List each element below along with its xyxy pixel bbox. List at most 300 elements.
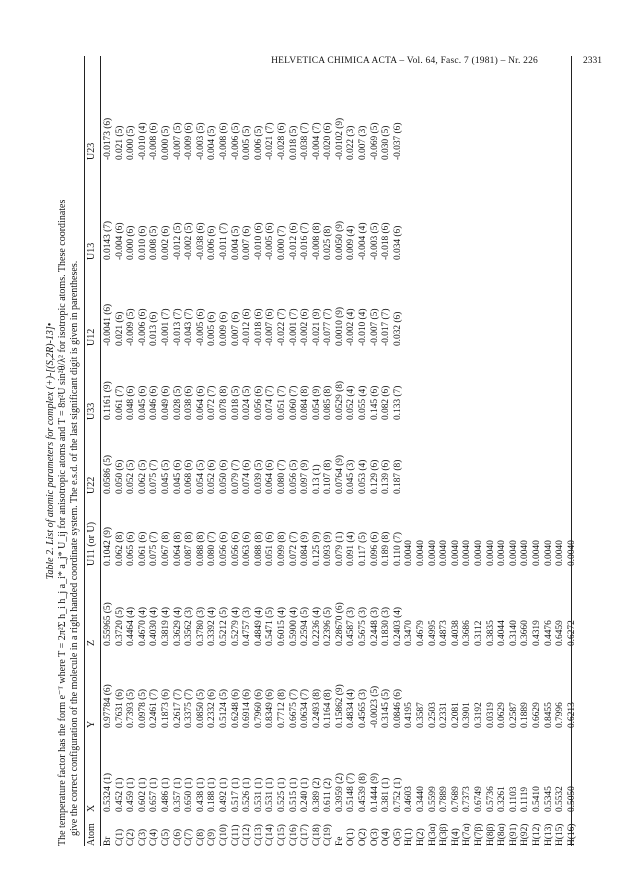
table-cell: 0.3562 (3) [184,606,195,646]
table-cell: 0.3375 (7) [184,688,195,728]
column-header: U33 [86,402,97,420]
table-cell: -0.012 (6) [242,308,253,346]
table-cell: 0.051 (6) [265,531,276,566]
column-header: U23 [86,142,97,160]
table-cell: 0.5532 [555,786,566,812]
table-row [231,56,243,846]
table-cell: -0.0102 (9) [334,117,345,160]
table-cell: 0.4464 (4) [126,606,137,646]
table-cell: 0.0040 [439,540,450,566]
table-row [393,56,405,846]
table-cell: 0.0040 [427,540,438,566]
table-cell: -0.011 (7) [218,222,229,260]
table-cell: 0.2236 (4) [311,606,322,646]
table-cell: -0.018 (6) [381,222,392,260]
table-cell: 0.3720 (5) [114,606,125,646]
table-cell: 0.2331 [439,702,450,728]
column-header: X [86,804,97,812]
table-cell: 0.7393 (5) [126,688,137,728]
table-cell: 0.004 (5) [207,125,218,160]
table-row [439,56,451,846]
table-cell: 0.2617 (7) [172,688,183,728]
table-cell: 0.7373 [462,786,473,812]
atom-label: H(16) [566,823,577,846]
table-cell: -0.037 (6) [392,122,403,160]
table-cell: -0.001 (7) [288,308,299,346]
table-cell: 0.752 (1) [392,777,403,812]
table-cell: 0.0143 (7) [103,220,113,260]
table-cell: -0.020 (6) [323,122,334,160]
table-cell: 0.0040 [450,540,461,566]
table-cell: 0.000 (7) [276,225,287,260]
table-cell: 0.2403 (4) [392,606,403,646]
table-top-rule [84,56,85,846]
atom-label: H(4) [450,828,461,846]
table-cell: -0.007 (6) [265,308,276,346]
table-cell: 0.050 (6) [114,459,125,494]
table-cell: 0.2448 (3) [369,606,380,646]
table-cell: 0.1830 (3) [381,606,392,646]
journal-running-head: HELVETICA CHIMICA ACTA – Vol. 64, Fasc. 7 (1981) – Nr. 226 [271,56,538,66]
table-cell: 0.4195 [404,702,415,728]
table-cell: 0.056 (5) [288,459,299,494]
table-cell: -0.012 (6) [288,222,299,260]
table-cell: -0.005 (6) [195,308,206,346]
table-cell: 0.0629 [497,702,508,728]
atom-label: H(7α) [462,823,473,846]
table-row [277,56,289,846]
table-cell: -0.002 (6) [300,308,311,346]
table-cell: 0.084 (9) [300,531,311,566]
table-cell: 0.240 (1) [300,777,311,812]
table-cell: -0.005 (6) [265,222,276,260]
table-cell: 0.0529 (8) [334,380,345,420]
table-cell: 0.028 (5) [172,385,183,420]
table-cell: 0.082 (6) [381,385,392,420]
table-cell: 0.0040 [531,540,542,566]
table-cell: 0.045 (6) [137,385,148,420]
table-cell: 0.3629 (4) [172,606,183,646]
table-cell: 0.3140 [508,620,519,646]
table-row [567,56,579,846]
table-cell: 0.088 (8) [195,531,206,566]
table-cell: 0.046 (6) [149,385,160,420]
atom-label: O(5) [392,828,403,846]
table-cell: -0.008 (6) [149,122,160,160]
table-cell: 0.139 (6) [381,459,392,494]
table-bottom-rule [571,56,572,846]
table-cell: 0.5900 (4) [288,606,299,646]
table-cell: 0.007 (3) [358,125,369,160]
table-cell: 0.064 (8) [172,531,183,566]
atom-label: H(92) [520,823,531,846]
table-row [532,56,544,846]
table-cell: 0.3959 (2) [334,772,345,812]
table-cell: 0.2493 (8) [311,688,322,728]
table-cell: 0.4834 (4) [346,688,357,728]
table-cell: 0.007 (6) [230,311,241,346]
table-cell: 0.2461 (7) [149,688,160,728]
table-cell: 0.000 (5) [160,125,171,160]
atom-label: H(12) [531,823,542,846]
table-row [323,56,335,846]
table-row [474,56,486,846]
column-header: U11 (or U) [86,521,97,566]
table-cell: -0.002 (5) [184,222,195,260]
table-cell: -0.004 (6) [114,222,125,260]
table-cell: 0.045 (5) [160,459,171,494]
table-cell: 0.55965 (5) [103,602,113,646]
table-cell: -0.0041 (6) [103,303,113,346]
table-row [358,56,370,846]
atom-label: C(3) [137,828,148,846]
table-cell: 0.051 (7) [276,385,287,420]
table-cell: 0.062 (8) [114,531,125,566]
table-cell: 0.050 (6) [218,459,229,494]
table-cell: 0.024 (5) [242,385,253,420]
table-cell: -0.028 (6) [276,122,287,160]
table-cell: 0.5471 (5) [265,606,276,646]
table-cell: 0.0040 [543,540,554,566]
table-row [520,56,532,846]
table-cell: 0.531 (1) [253,777,264,812]
table-cell: 0.6629 [531,702,542,728]
table-cell: 0.054 (9) [311,385,322,420]
table-cell: 0.188 (1) [207,777,218,812]
table-cell: 0.088 (8) [253,531,264,566]
table-cell: 0.074 (6) [242,459,253,494]
table-cell: 0.3261 [497,786,508,812]
table-cell: 0.6015 (4) [276,606,287,646]
table-cell: 0.4757 (3) [242,606,253,646]
table-cell: 0.096 (6) [369,531,380,566]
table-row [416,56,428,846]
table-cell: 0.5324 (1) [103,772,113,812]
table-cell: 0.6248 (6) [230,688,241,728]
table-cell: 0.6914 (6) [242,688,253,728]
table-cell: 0.0040 [520,540,531,566]
table-cell: 0.4679 [416,620,427,646]
table-cell: -0.006 (6) [137,308,148,346]
table-row [115,56,127,846]
table-cell: -0.021 (7) [265,122,276,160]
table-cell: 0.531 (1) [265,777,276,812]
table-cell: 0.1444 (9) [369,772,380,812]
table-cell: 0.1873 (6) [160,688,171,728]
table-row [196,56,208,846]
table-cell: 0.526 (1) [242,777,253,812]
atom-label: O(3) [369,828,380,846]
table-cell: -0.0023 (5) [369,685,380,728]
table-cell: 0.025 (8) [323,225,334,260]
table-cell: 0.1119 [520,786,531,812]
table-cell: 0.0050 (9) [334,220,345,260]
table-cell: 0.5148 (7) [346,772,357,812]
table-row [173,56,185,846]
table-cell: 0.3470 [404,620,415,646]
atom-label: C(11) [230,824,241,846]
table-cell: 0.009 (4) [346,225,357,260]
table-cell: 0.004 (5) [230,225,241,260]
table-row [486,56,498,846]
table-cell: 0.7712 (8) [276,688,287,728]
table-cell: -0.016 (7) [300,222,311,260]
table-cell: 0.3780 (3) [195,606,206,646]
table-cell: -0.003 (5) [195,122,206,160]
table-cell: 0.4603 [404,786,415,812]
table-cell: 0.517 (1) [230,777,241,812]
atom-label: H(91) [508,823,519,846]
table-cell: -0.022 (7) [276,308,287,346]
table-cell: 0.072 (7) [288,531,299,566]
atom-label: O(2) [358,828,369,846]
table-cell: -0.002 (4) [346,308,357,346]
table-cell: 0.3192 [474,702,484,728]
table-cell: 0.4849 (4) [253,606,264,646]
table-cell: 0.075 (7) [149,459,160,494]
table-cell: 0.056 (6) [253,385,264,420]
table-row [242,56,254,846]
atom-label: H(2) [416,828,427,846]
table-cell: 0.061 (7) [114,385,125,420]
table-cell: 0.075 (7) [149,531,160,566]
table-cell: 0.039 (5) [253,459,264,494]
table-cell: 0.064 (6) [265,459,276,494]
table-cell: 0.133 (7) [392,385,403,420]
atom-label: C(9) [207,828,218,846]
table-cell: 0.3686 [462,620,473,646]
table-cell: 0.4539 (8) [358,772,369,812]
table-cell: 0.009 (6) [218,311,229,346]
table-cell: -0.077 (7) [323,308,334,346]
table-cell: 0.087 (8) [184,531,195,566]
atom-label: C(1) [114,828,125,846]
table-cell: 0.068 (6) [184,459,195,494]
table-cell: 0.074 (7) [265,385,276,420]
table-cell: 0.4044 [497,620,508,646]
table-row [103,56,115,846]
atom-label: C(17) [300,824,311,846]
table-cell: -0.0173 (6) [103,117,113,160]
table-cell: 0.4030 (4) [149,606,160,646]
atom-label: C(12) [242,824,253,846]
table-cell: -0.018 (6) [253,308,264,346]
table-cell: 0.8455 [543,702,554,728]
table-cell: 0.1164 (8) [323,689,334,728]
table-cell: 0.13 (1) [311,464,322,494]
table-cell: 0.381 (1) [381,777,392,812]
table-cell: 0.084 (8) [300,385,311,420]
table-cell: 0.097 (9) [300,459,311,494]
atom-label: C(2) [126,828,137,846]
atom-label: H(3α) [427,823,438,846]
table-cell: 0.1161 (9) [103,381,113,420]
table-title: Table 2. List of atomic parameters for complex (+)-[(S,2R)-13]• [45,322,56,580]
atom-label: C(16) [288,824,299,846]
table-row [184,56,196,846]
atom-label: O(4) [381,828,392,846]
table-cell: 0.0586 (5) [103,454,113,494]
atom-label: H(8β) [485,823,496,846]
table-cell: 0.129 (6) [369,459,380,494]
table-cell: -0.003 (5) [369,222,380,260]
table-cell: 0.0850 (5) [195,688,206,728]
table-cell: 0.0634 (7) [300,688,311,728]
table-cell: 0.0040 [508,540,519,566]
table-cell: 0.2332 (6) [207,688,218,728]
table-cell: 0.0040 [485,540,496,566]
atom-label: C(7) [184,828,195,846]
table-cell: 0.080 (7) [207,531,218,566]
table-cell: 0.3835 [485,620,496,646]
table-cell: 0.4038 [450,620,461,646]
table-cell: 0.002 (6) [160,225,171,260]
table-cell: 0.7631 (6) [114,688,125,728]
table-cell: 0.1889 [520,702,531,728]
atom-label: O(1) [346,828,357,846]
table-cell: 0.0040 [497,540,508,566]
atom-label: C(19) [323,824,334,846]
table-cell: 0.657 (1) [149,777,160,812]
table-cell: 0.110 (7) [392,531,403,566]
table-cell: -0.009 (5) [126,308,137,346]
table-cell: -0.006 (5) [230,122,241,160]
table-cell: 0.2081 [450,702,461,728]
table-cell: 0.062 (5) [137,459,148,494]
table-cell: -0.004 (7) [311,122,322,160]
atom-label: H(13) [543,823,554,846]
column-header: U12 [86,328,97,346]
table-cell: 0.438 (1) [195,777,206,812]
table-cell: 0.7889 [439,786,450,812]
table-cell: 0.6272 [566,620,577,646]
table-row [544,56,556,846]
atom-label: Br [103,836,113,846]
table-cell: 0.7689 [450,786,461,812]
table-cell: 0.525 (1) [276,777,287,812]
table-cell: 0.515 (1) [288,777,299,812]
table-cell: -0.010 (6) [253,222,264,260]
rotated-table-block [45,46,575,846]
table-cell: 0.085 (8) [323,385,334,420]
table-cell: 0.079 (7) [230,459,241,494]
table-cell: 0.0846 (6) [392,688,403,728]
table-row [312,56,324,846]
table-cell: -0.021 (9) [311,308,322,346]
column-header: Y [86,720,97,728]
table-cell: 0.0040 [555,540,566,566]
table-cell: 0.8349 (6) [265,688,276,728]
atom-label: C(13) [253,824,264,846]
table-column-headers [86,56,99,846]
table-cell: 0.6213 [566,702,577,728]
table-row [346,56,358,846]
table-cell: 0.5050 [566,786,577,812]
table-header-rule [100,56,101,846]
table-cell: 0.602 (1) [137,777,148,812]
table-cell: 0.3819 (4) [160,606,171,646]
table-cell: 0.5410 [531,786,542,812]
table-cell: 0.010 (6) [137,225,148,260]
table-cell: 0.4476 [543,620,554,646]
atom-label: C(10) [218,824,229,846]
table-cell: 0.052 (5) [126,459,137,494]
atom-label: C(4) [149,828,160,846]
atom-label: H(1) [404,828,415,846]
table-cell: 0.038 (6) [184,385,195,420]
table-cell: 0.0319 [485,702,496,728]
table-cell: 0.486 (1) [160,777,171,812]
table-row [207,56,219,846]
table-cell: -0.017 (7) [381,308,392,346]
table-cell: 0.2594 (5) [300,606,311,646]
table-cell: 0.117 (5) [358,531,369,566]
table-cell: 0.005 (5) [242,125,253,160]
table-cell: 0.189 (8) [381,531,392,566]
table-cell: 0.021 (6) [114,311,125,346]
table-cell: 0.357 (1) [172,777,183,812]
table-cell: 0.15862 (9) [334,684,345,728]
table-row [335,56,347,846]
table-row [381,56,393,846]
table-cell: 0.080 (7) [276,459,287,494]
table-cell: 0.061 (6) [137,531,148,566]
table-row [451,56,463,846]
table-row [126,56,138,846]
table-cell: 0.5736 [485,786,496,812]
table-cell: -0.069 (5) [369,122,380,160]
table-row [149,56,161,846]
atom-label: H(8α) [497,823,508,846]
table-caption-line-1: The temperature factor has the form e⁻ᵀ where T = 2π²Σ h_i h_j a_i* a_j* U_ij for anisotropic atoms and T = 8π²U sin²θ/λ² for isotropic atoms. These coordinates [57,199,68,846]
table-cell: 0.091 (4) [346,531,357,566]
table-cell: 0.056 (6) [230,531,241,566]
table-row [497,56,509,846]
column-header: Z [86,639,97,646]
table-cell: 0.0040 [462,540,473,566]
table-cell: -0.038 (6) [195,222,206,260]
table-cell: 0.063 (6) [242,531,253,566]
table-cell: 0.045 (6) [172,459,183,494]
table-cell: 0.0040 [416,540,427,566]
table-cell: 0.5345 [543,786,554,812]
table-cell: 0.021 (5) [114,125,125,160]
table-cell: 0.5279 (4) [230,606,241,646]
table-cell: 0.459 (1) [126,777,137,812]
table-cell: -0.004 (4) [358,222,369,260]
table-cell: 0.452 (1) [114,777,125,812]
table-row [289,56,301,846]
table-cell: 0.4873 [439,620,450,646]
table-cell: 0.006 (6) [207,225,218,260]
table-row [254,56,266,846]
table-cell: 0.056 (6) [218,531,229,566]
table-cell: -0.007 (5) [369,308,380,346]
table-cell: 0.3440 [416,786,427,812]
table-cell: 0.125 (9) [311,531,322,566]
atom-label: C(15) [276,824,287,846]
table-cell: -0.012 (5) [172,222,183,260]
table-cell: 0.389 (2) [311,777,322,812]
table-cell: 0.078 (8) [218,385,229,420]
table-cell: 0.4319 [531,620,542,646]
table-cell: 0.052 (6) [207,459,218,494]
table-cell: 0.5124 (5) [218,688,229,728]
table-cell: -0.008 (8) [311,222,322,260]
table-cell: 0.492 (1) [218,777,229,812]
atom-label: C(6) [172,828,183,846]
table-cell: 0.97784 (6) [103,684,113,728]
